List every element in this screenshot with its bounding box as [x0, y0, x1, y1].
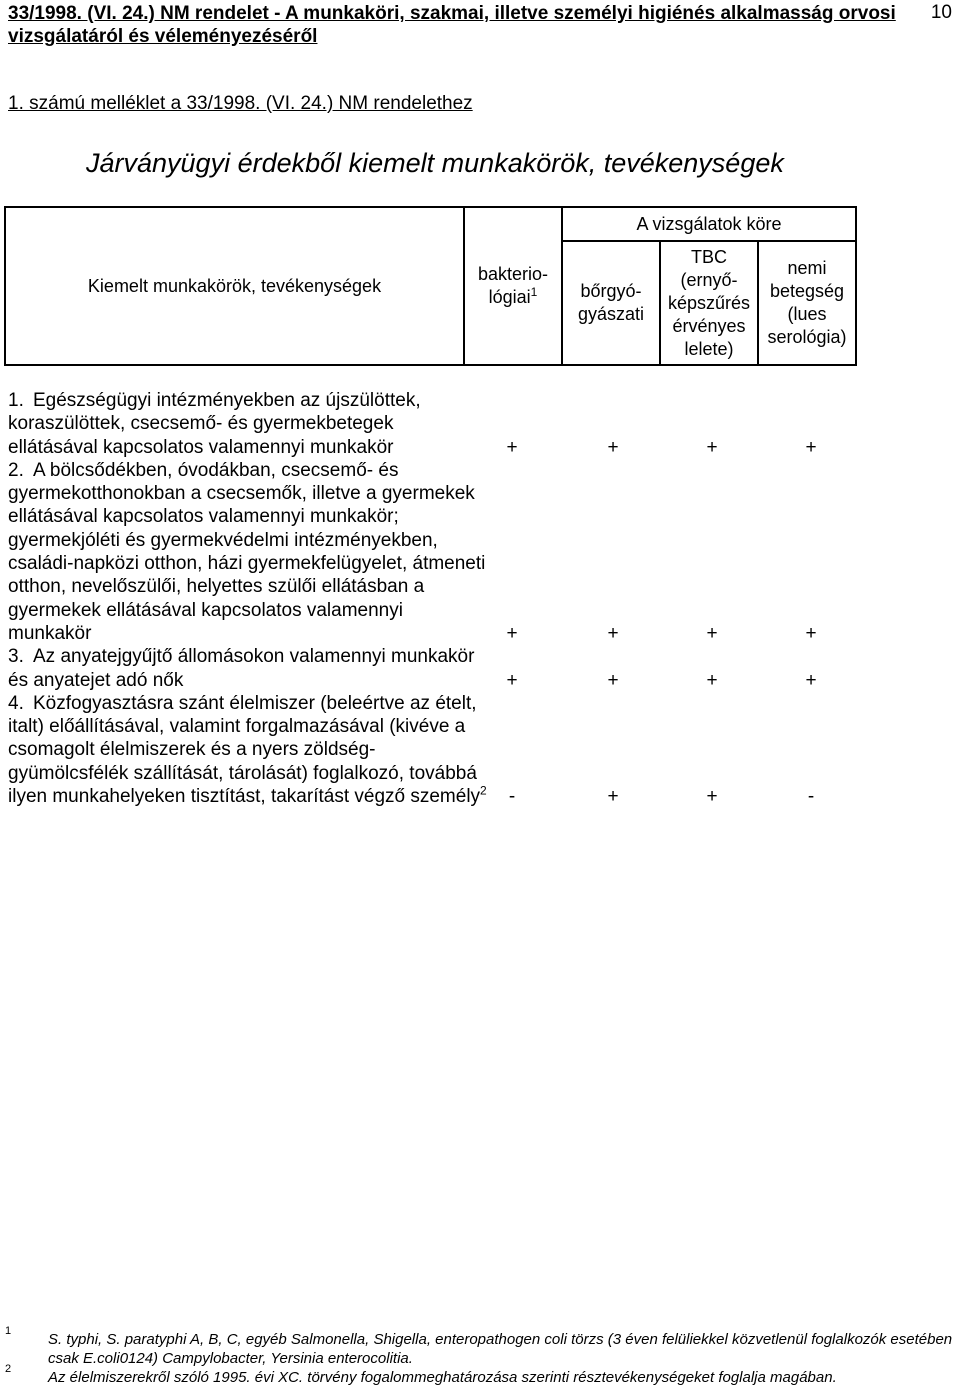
table-header-col-2: bőrgyó- gyászati — [562, 241, 660, 365]
table-header-main: Kiemelt munkakörök, tevékenységek — [5, 207, 464, 365]
table-header-col-1: bakterio- lógiai$^1$ — [464, 207, 562, 365]
footnotes — [0, 1325, 960, 1387]
mark-bacteriological: + — [506, 623, 518, 645]
mark-tbc: + — [706, 786, 718, 808]
annex-title: 1. számú melléklet a 33/1998. (VI. 24.) NM rendelethez — [8, 93, 473, 114]
mark-bacteriological: + — [506, 436, 518, 458]
mark-tbc: + — [706, 669, 718, 691]
mark-venereal: + — [805, 623, 817, 645]
mark-venereal: - — [807, 786, 815, 808]
activity-list — [8, 389, 948, 808]
mark-bacteriological: - — [508, 786, 516, 808]
list-item: 3. Az anyatejgyűjtő állomásokon valamennyi munkakör és anyatejet adó nők + + + + — [8, 645, 948, 692]
mark-dermatological: + — [607, 786, 619, 808]
list-item: 1. Egészségügyi intézményekben az újszülöttek, koraszülöttek, csecsemő- és gyermekbetegek ellátásával kapcsolatos valamennyi munkakör + + + + — [8, 389, 948, 459]
list-item: 2. A bölcsődékben, óvodákban, csecsemő- és gyermekotthonokban a csecsemők, illetve a gyermekek ellátásával kapcsolatos valamennyi munkakör; gyermekjóléti és gyermekvédelmi intézményekben, családi-napközi otthon, házi gyermekfelügyelet, átmeneti otthon, nevelőszülői, helyettes szülői ellátásban a gyermekek ellátásával kapcsolatos valamennyi munkakör + + + + — [8, 459, 948, 645]
table-header-col-4: nemi betegség (lues serológia) — [758, 241, 856, 365]
page-number: 10 — [930, 2, 952, 23]
table-header-group: A vizsgálatok köre — [562, 207, 856, 241]
mark-bacteriological: + — [506, 669, 518, 691]
mark-dermatological: + — [607, 623, 619, 645]
exam-table — [4, 206, 857, 366]
list-item: 4. Közfogyasztásra szánt élelmiszer (beleértve az ételt, italt) előállításával, valamint forgalmazásával (kivéve a csomagolt élelmiszerek és a nyers zöldség-gyümölcsfélék szállítását, tárolását) foglalkozó, továbbá ilyen munkahelyeken tisztítást, takarítást végző személy$^2$ - + + - — [8, 692, 948, 808]
table-header-col-3: TBC (ernyő- képszűrés érvényes lelete) — [660, 241, 758, 365]
mark-venereal: + — [805, 436, 817, 458]
footnote: 1 S. typhi, S. paratyphi A, B, C, egyéb Salmonella, Shigella, enteropathogen coli törzs (3 éven felüliekkel közvetlenül foglalkozók esetében csak E.coli0124) Campylobacter, Yersinia enterocolitia. — [5, 1325, 953, 1367]
mark-dermatological: + — [607, 669, 619, 691]
mark-dermatological: + — [607, 436, 619, 458]
mark-venereal: + — [805, 669, 817, 691]
main-title: Járványügyi érdekből kiemelt munkakörök, tevékenységek — [86, 148, 784, 178]
mark-tbc: + — [706, 436, 718, 458]
footnote: 2 Az élelmiszerekről szóló 1995. évi XC. törvény fogalommeghatározása szerinti résztevékenységeket foglalja magában. — [5, 1363, 837, 1386]
mark-tbc: + — [706, 623, 718, 645]
document-title: 33/1998. (VI. 24.) NM rendelet - A munkaköri, szakmai, illetve személyi higiénés alkalmasság orvosi vizsgálatáról és véleményezéséről — [8, 3, 896, 47]
